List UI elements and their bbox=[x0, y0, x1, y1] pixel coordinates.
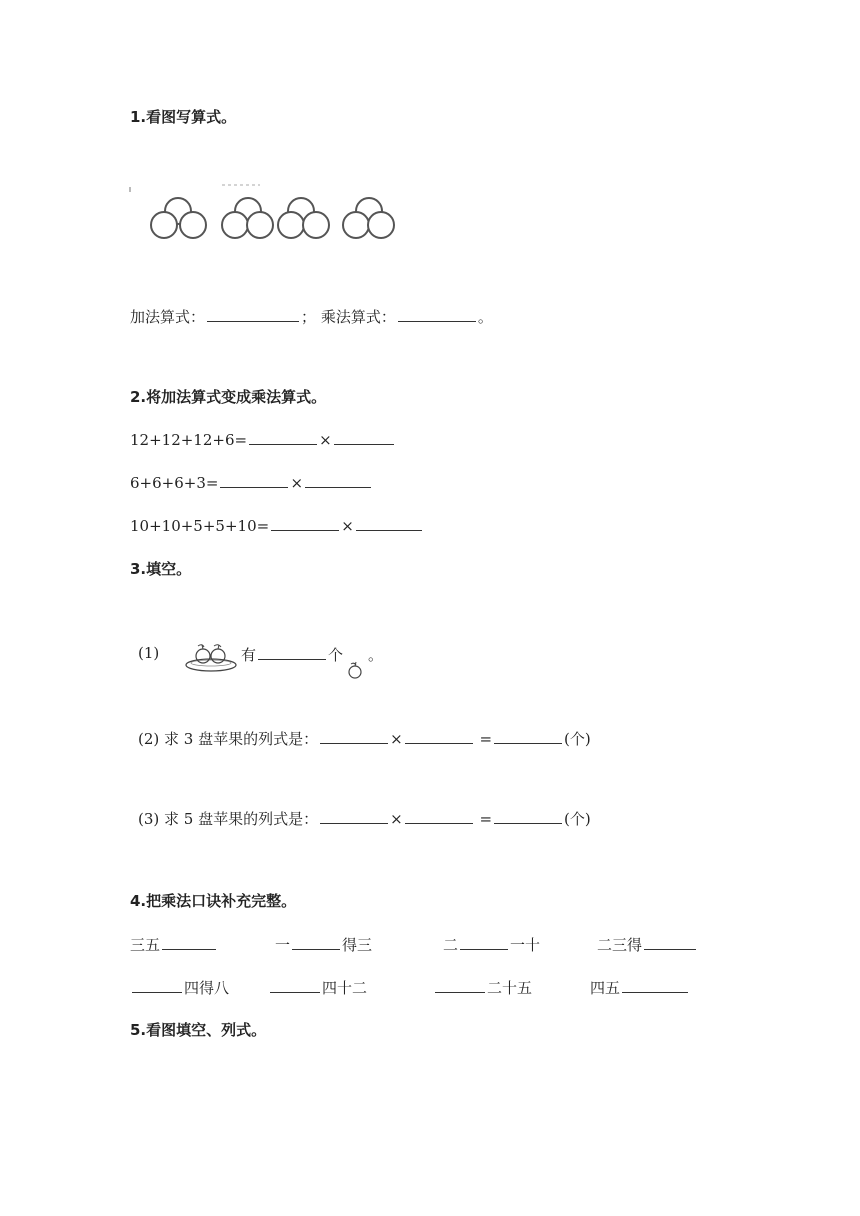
ge-text: 个 bbox=[328, 646, 344, 664]
answer-blank[interactable] bbox=[270, 978, 320, 993]
expression: 10+10+5+5+10= bbox=[130, 517, 270, 535]
period: 。 bbox=[477, 308, 493, 326]
q1-answer-line bbox=[130, 306, 493, 327]
q4-row1-item1 bbox=[130, 934, 218, 955]
times-sign: × bbox=[390, 810, 403, 828]
addition-label: 加法算式： bbox=[130, 308, 206, 326]
times-sign: × bbox=[341, 517, 354, 535]
q4-row1-item4 bbox=[597, 934, 698, 955]
unit-text: (个) bbox=[564, 730, 591, 748]
multiplication-blank[interactable] bbox=[398, 307, 476, 322]
q3-item1-end: 。 bbox=[368, 646, 384, 664]
q1-title: 1.看图写算式。 bbox=[130, 108, 237, 126]
after-text: 一十 bbox=[510, 936, 541, 954]
answer-blank[interactable] bbox=[405, 809, 473, 824]
expression: 12+12+12+6= bbox=[130, 431, 248, 449]
answer-blank[interactable] bbox=[494, 809, 562, 824]
expression: 6+6+6+3= bbox=[130, 474, 219, 492]
answer-blank[interactable] bbox=[356, 516, 422, 531]
answer-blank[interactable] bbox=[320, 729, 388, 744]
equals-sign: = bbox=[479, 810, 493, 828]
q2-line-1 bbox=[130, 430, 396, 449]
q4-row1-item3 bbox=[443, 934, 540, 955]
before-text: 一 bbox=[275, 936, 291, 954]
answer-blank[interactable] bbox=[220, 473, 288, 488]
q2-title: 2.将加法算式变成乘法算式。 bbox=[130, 388, 327, 406]
q3-item2-line bbox=[138, 728, 591, 749]
answer-blank[interactable] bbox=[162, 935, 216, 950]
answer-blank[interactable] bbox=[320, 809, 388, 824]
q4-title: 4.把乘法口诀补充完整。 bbox=[130, 892, 297, 910]
times-sign: × bbox=[390, 730, 403, 748]
after-text: 得三 bbox=[342, 936, 373, 954]
q4-row2-item4 bbox=[590, 977, 690, 998]
answer-blank[interactable] bbox=[405, 729, 473, 744]
answer-blank[interactable] bbox=[271, 516, 339, 531]
q4-row1-item2 bbox=[275, 934, 372, 955]
before-text: 三五 bbox=[130, 936, 161, 954]
answer-blank[interactable] bbox=[132, 978, 182, 993]
after-text: 四十二 bbox=[322, 979, 368, 997]
before-text: 二三得 bbox=[597, 936, 643, 954]
multiplication-label: 乘法算式： bbox=[320, 308, 396, 326]
apple-plate-icon bbox=[184, 639, 238, 675]
unit-text: (个) bbox=[564, 810, 591, 828]
answer-blank[interactable] bbox=[249, 430, 317, 445]
answer-blank[interactable] bbox=[334, 430, 394, 445]
answer-blank[interactable] bbox=[292, 935, 340, 950]
item-text: (2) 求 3 盘苹果的列式是： bbox=[138, 730, 319, 748]
q4-row2-item1 bbox=[130, 977, 229, 998]
q3-item3-line bbox=[138, 808, 591, 829]
q4-row2-item3 bbox=[433, 977, 532, 998]
times-sign: × bbox=[290, 474, 304, 492]
before-text: 二 bbox=[443, 936, 459, 954]
q3-item1-num: (1) bbox=[138, 644, 160, 662]
q3-item1-line bbox=[241, 644, 343, 665]
q2-line-2 bbox=[130, 473, 373, 492]
equals-sign: = bbox=[479, 730, 493, 748]
answer-blank[interactable] bbox=[622, 978, 688, 993]
answer-blank[interactable] bbox=[305, 473, 371, 488]
q5-title: 5.看图填空、列式。 bbox=[130, 1021, 267, 1039]
answer-blank[interactable] bbox=[494, 729, 562, 744]
answer-blank[interactable] bbox=[644, 935, 696, 950]
item-text: (3) 求 5 盘苹果的列式是： bbox=[138, 810, 319, 828]
q3-title: 3.填空。 bbox=[130, 560, 192, 578]
answer-blank[interactable] bbox=[435, 978, 485, 993]
you-text: 有 bbox=[241, 646, 257, 664]
addition-blank[interactable] bbox=[207, 307, 299, 322]
q2-line-3 bbox=[130, 516, 424, 535]
separator: ； bbox=[301, 308, 317, 326]
after-text: 二十五 bbox=[487, 979, 533, 997]
apple-icon bbox=[345, 660, 365, 680]
before-text: 四五 bbox=[590, 979, 621, 997]
answer-blank[interactable] bbox=[258, 645, 326, 660]
q4-row2-item2 bbox=[268, 977, 367, 998]
after-text: 四得八 bbox=[184, 979, 230, 997]
times-sign: × bbox=[319, 431, 332, 449]
answer-blank[interactable] bbox=[460, 935, 508, 950]
